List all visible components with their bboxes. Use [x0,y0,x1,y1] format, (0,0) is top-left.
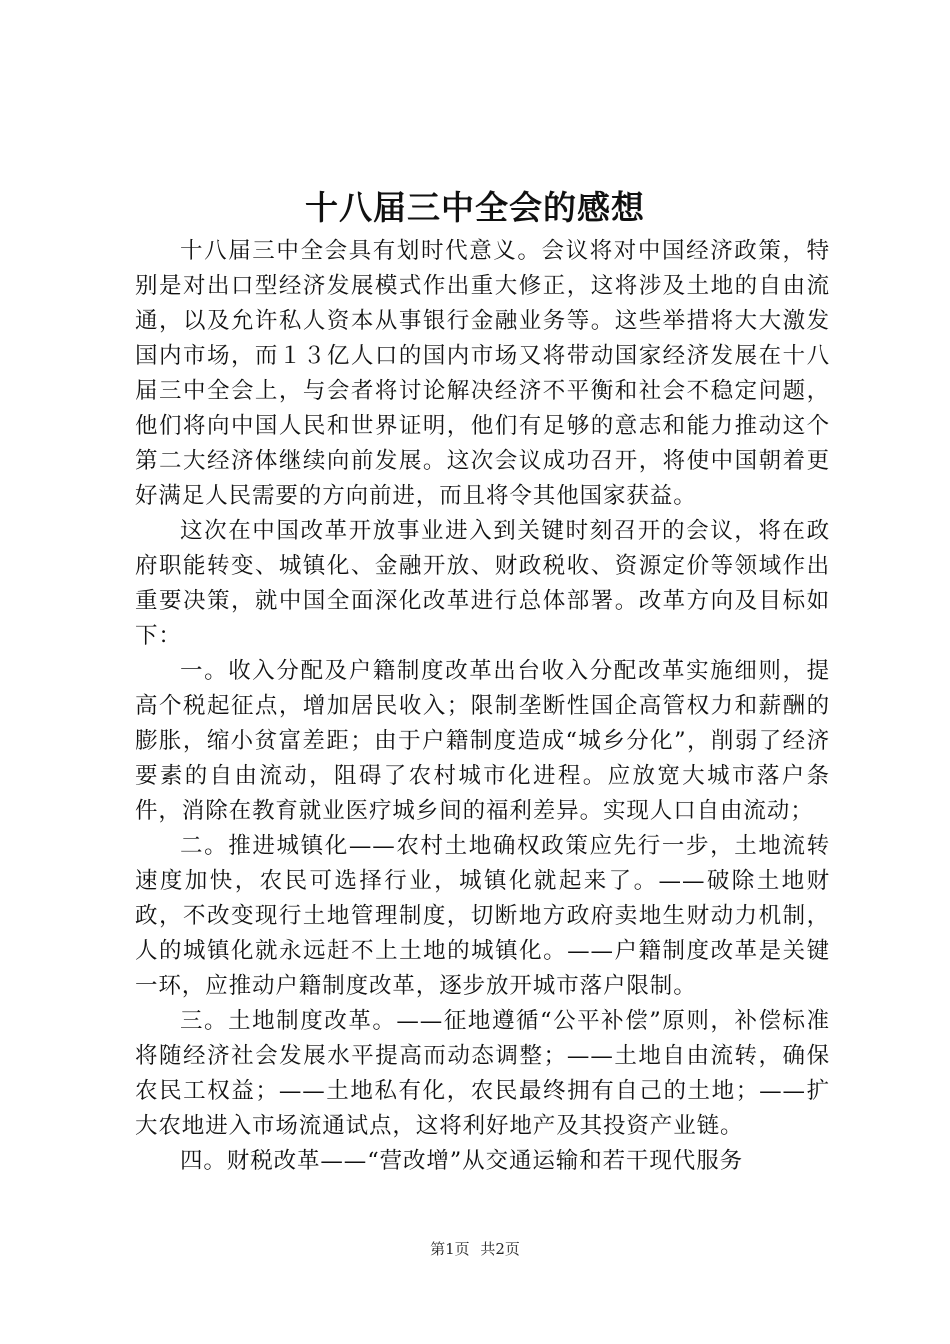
paragraph-4: 二。推进城镇化——农村土地确权政策应先行一步，土地流转速度加快，农民可选择行业，城镇化就起来了。——破除土地财政，不改变现行土地管理制度，切断地方政府卖地生财动力机制，人的城镇化就永远赶不上土地的城镇化。——户籍制度改革是关键一环，应推动户籍制度改革，逐步放开城市落户限制。 [135,833,830,999]
paragraph-1: 十八届三中全会具有划时代意义。会议将对中国经济政策，特别是对出口型经济发展模式作出重大修正，这将涉及土地的自由流通，以及允许私人资本从事银行金融业务等。这些举措将大大激发国内市场，而１３亿人口的国内市场又将带动国家经济发展在十八届三中全会上，与会者将讨论解决经济不平衡和社会不稳定问题，他们将向中国人民和世界证明，他们有足够的意志和能力推动这个第二大经济体继续向前发展。这次会议成功召开，将使中国朝着更好满足人民需要的方向前进，而且将令其他国家获益。 [135,238,830,509]
document-title: 十八届三中全会的感想 [305,188,645,227]
paragraph-3: 一。收入分配及户籍制度改革出台收入分配改革实施细则，提高个税起征点，增加居民收入；限制垄断性国企高管权力和薪酬的膨胀，缩小贫富差距；由于户籍制度造成“城乡分化”，削弱了经济要素的自由流动，阻碍了农村城市化进程。应放宽大城市落户条件，消除在教育就业医疗城乡间的福利差异。实现人口自由流动； [135,658,830,824]
page-number: 第1页 [430,1240,470,1258]
page-footer [0,1238,950,1260]
paragraph-5: 三。土地制度改革。——征地遵循“公平补偿”原则，补偿标准将随经济社会发展水平提高而动态调整；——土地自由流转，确保农民工权益；——土地私有化，农民最终拥有自己的土地；——扩大农地进入市场流通试点，这将利好地产及其投资产业链。 [135,1008,830,1139]
document-body [135,234,830,1179]
paragraph-6: 四。财税改革——“营改增”从交通运输和若干现代服务 [180,1148,744,1174]
page-total: 共2页 [480,1240,520,1258]
paragraph-2: 这次在中国改革开放事业进入到关键时刻召开的会议，将在政府职能转变、城镇化、金融开放、财政税收、资源定价等领域作出重要决策，就中国全面深化改革进行总体部署。改革方向及目标如下： [135,518,830,649]
